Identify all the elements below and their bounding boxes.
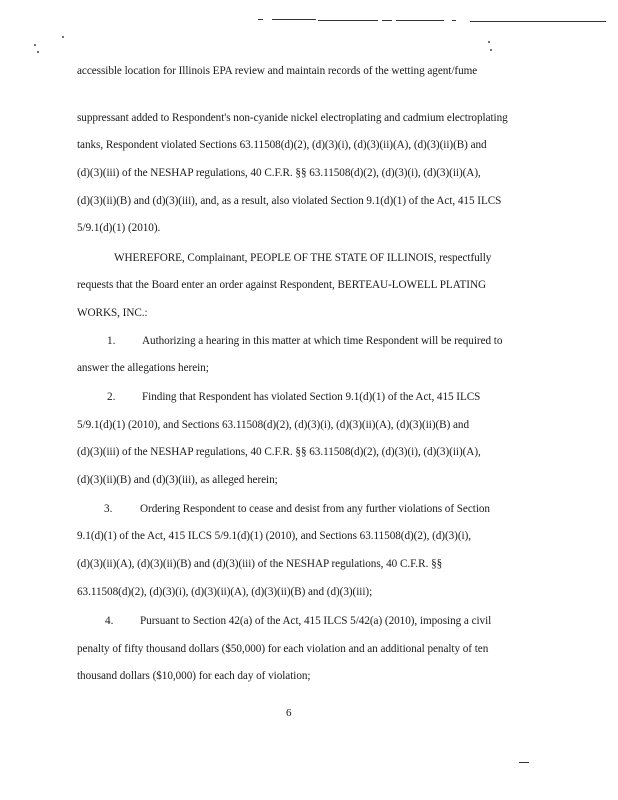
list-item-number: 2. — [107, 391, 116, 403]
list-item-text-line: 9.1(d)(1) of the Act, 415 ILCS 5/9.1(d)(1) (2010), and Sections 63.11508(d)(2), (d)(3)(i), — [77, 530, 472, 542]
list-item-text-line: 5/9.1(d)(1) (2010), and Sections 63.11508(d)(2), (d)(3)(i), (d)(3)(ii)(A), (d)(3)(ii)(B) and — [77, 419, 470, 431]
body-text-line: tanks, Respondent violated Sections 63.11508(d)(2), (d)(3)(i), (d)(3)(ii)(A), (d)(3)(ii)(B) and — [77, 139, 487, 151]
list-item-text-line: (d)(3)(iii) of the NESHAP regulations, 40 C.F.R. §§ 63.11508(d)(2), (d)(3)(i), (d)(3)(ii)(A), — [77, 446, 481, 458]
scan-speck — [34, 44, 36, 46]
list-item-text-line: thousand dollars ($10,000) for each day of violation; — [77, 670, 311, 682]
scan-artifact-line — [452, 20, 456, 21]
list-item-number: 1. — [107, 335, 116, 347]
body-text-line: (d)(3)(ii)(B) and (d)(3)(iii), and, as a result, also violated Section 9.1(d)(1) of the Act, 415 ILCS — [77, 195, 502, 207]
body-text-line: (d)(3)(iii) of the NESHAP regulations, 40 C.F.R. §§ 63.11508(d)(2), (d)(3)(i), (d)(3)(ii)(A), — [77, 167, 481, 179]
body-text-line: suppressant added to Respondent's non-cyanide nickel electroplating and cadmium electroplating — [77, 112, 508, 124]
list-item-text-line: Authorizing a hearing in this matter at which time Respondent will be required to — [142, 335, 503, 347]
wherefore-text-line: requests that the Board enter an order against Respondent, BERTEAU-LOWELL PLATING — [77, 279, 487, 291]
scan-artifact-line — [396, 20, 444, 21]
scan-artifact-line — [519, 762, 529, 763]
scan-artifact-line — [318, 20, 378, 21]
scan-speck — [37, 51, 39, 53]
list-item-text-line: Ordering Respondent to cease and desist from any further violations of Section — [140, 503, 490, 515]
scan-artifact-line — [258, 19, 263, 20]
list-item-number: 4. — [105, 615, 114, 627]
list-item-text-line: (d)(3)(ii)(A), (d)(3)(ii)(B) and (d)(3)(iii) of the NESHAP regulations, 40 C.F.R. §§ — [77, 558, 443, 570]
list-item-text-line: (d)(3)(ii)(B) and (d)(3)(iii), as alleged herein; — [77, 474, 278, 486]
body-text-line: 5/9.1(d)(1) (2010). — [77, 222, 161, 234]
scan-speck — [488, 41, 490, 43]
wherefore-text-line: WORKS, INC.: — [77, 307, 148, 319]
scan-artifact-line — [382, 20, 392, 21]
list-item-number: 3. — [104, 503, 113, 515]
list-item-text-line: answer the allegations herein; — [77, 362, 209, 374]
scan-artifact-line — [470, 21, 606, 22]
scan-speck — [62, 36, 64, 38]
wherefore-text-line: WHEREFORE, Complainant, PEOPLE OF THE STATE OF ILLINOIS, respectfully — [114, 252, 492, 264]
scan-speck — [490, 49, 492, 51]
list-item-text-line: Pursuant to Section 42(a) of the Act, 415 ILCS 5/42(a) (2010), imposing a civil — [140, 615, 492, 627]
list-item-text-line: penalty of fifty thousand dollars ($50,000) for each violation and an additional penalty of ten — [77, 643, 489, 655]
scan-artifact-line — [272, 19, 316, 20]
page-number: 6 — [286, 707, 292, 719]
body-text-line: accessible location for Illinois EPA review and maintain records of the wetting agent/fume — [77, 65, 478, 77]
list-item-text-line: Finding that Respondent has violated Section 9.1(d)(1) of the Act, 415 ILCS — [142, 391, 481, 403]
list-item-text-line: 63.11508(d)(2), (d)(3)(i), (d)(3)(ii)(A), (d)(3)(ii)(B) and (d)(3)(iii); — [77, 586, 373, 598]
